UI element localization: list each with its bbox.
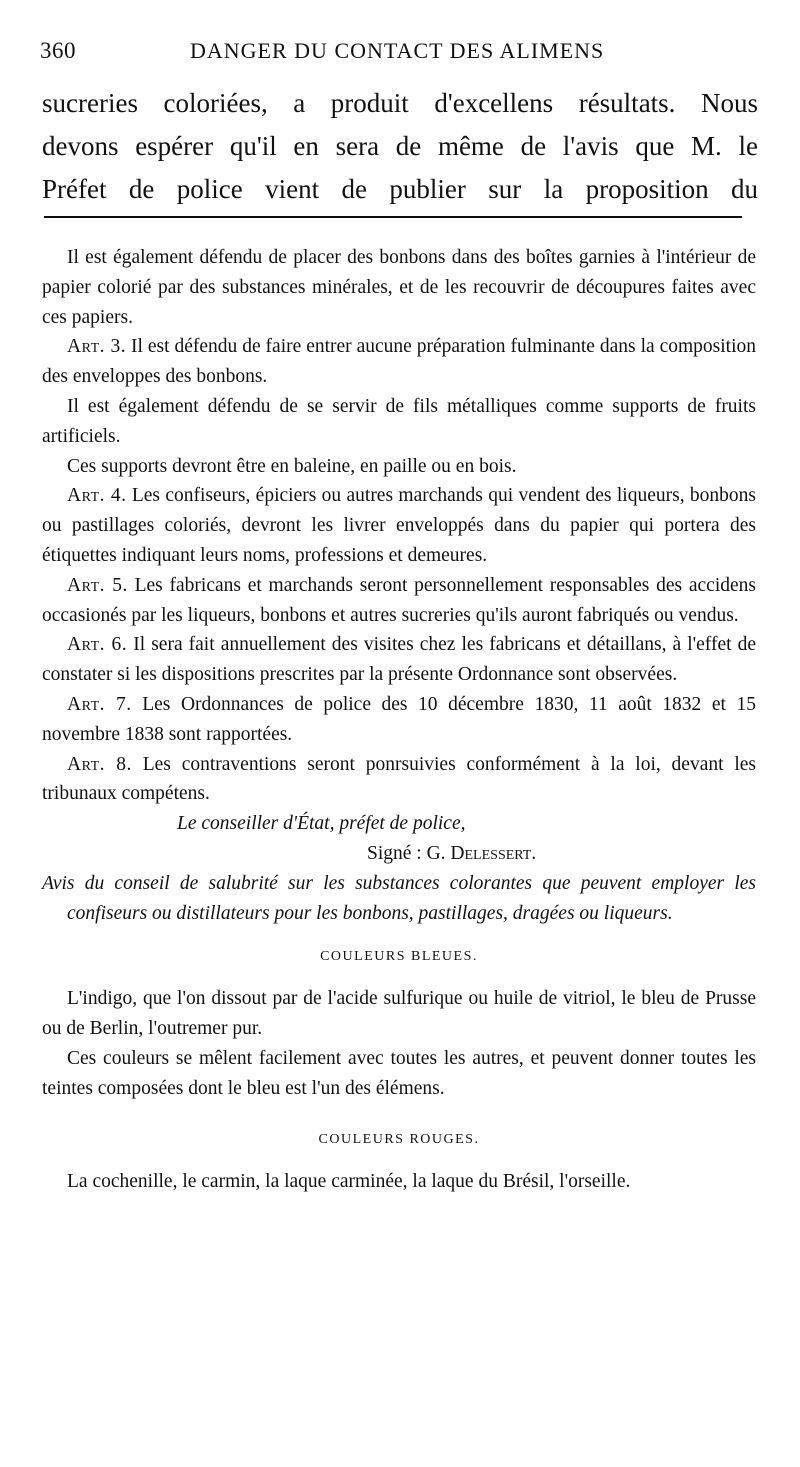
page-number: 360: [40, 38, 76, 63]
paragraph: Ces supports devront être en baleine, en paille ou en bois.: [67, 455, 517, 477]
intro-line: devons espérer qu'il en sera de même de l'avis que M. le: [42, 131, 758, 161]
article-text: Les contraventions seront ponrsuivies conformément à la loi, devant les tribunaux compétens.: [42, 753, 756, 805]
ordinance-body: [42, 243, 756, 1197]
article-label: Art. 7.: [67, 693, 132, 715]
signature-name: [42, 839, 756, 869]
running-title: DANGER DU CONTACT DES ALIMENS: [190, 38, 605, 63]
article-7: [42, 690, 756, 750]
paragraph: Il est également défendu de se servir de fils métalliques comme supports de fruits artificiels.: [42, 395, 756, 447]
article-label: Art. 8.: [67, 753, 132, 775]
footnote-divider: [44, 216, 742, 218]
article-text: Les confiseurs, épiciers ou autres marchands qui vendent des liqueurs, bonbons ou pastillages coloriés, devront les livrer enveloppés dans du papier qui portera des étiquettes indiquant leurs noms, professions et demeures.: [42, 485, 756, 566]
intro-line: Préfet de police vient de publier sur la proposition du: [42, 174, 758, 204]
article-label: Art. 6.: [67, 634, 128, 656]
article-label: Art. 5.: [67, 574, 128, 596]
signature-title: Le conseiller d'État, préfet de police,: [177, 813, 466, 835]
article-text: Il est défendu de faire entrer aucune préparation fulminante dans la composition des enveloppes des bonbons.: [42, 336, 756, 388]
intro-text: [42, 82, 758, 211]
section-heading-blue: COULEURS BLEUES.: [320, 949, 478, 965]
paragraph: Il est également défendu de placer des bonbons dans des boîtes garnies à l'intérieur de papier colorié par des substances minérales, et de les recouvrir de découpures faites avec ces papiers.: [42, 247, 756, 328]
article-label: Art. 3.: [67, 336, 127, 358]
article-text: Il sera fait annuellement des visites chez les fabricans et détaillans, à l'effet de constater si les dispositions prescrites par la présente Ordonnance sont observées.: [42, 634, 756, 686]
signed-prefix: Signé : G.: [367, 842, 451, 864]
paragraph: Ces couleurs se mêlent facilement avec toutes les autres, et peuvent donner toutes les teintes composées dont le bleu est l'un des élémens.: [42, 1047, 756, 1099]
page-header: [40, 38, 760, 70]
article-3: [42, 332, 756, 392]
paragraph: L'indigo, que l'on dissout par de l'acide sulfurique ou huile de vitriol, le bleu de Prusse ou de Berlin, l'outremer pur.: [42, 988, 756, 1039]
signatory: Delessert.: [450, 842, 537, 864]
article-6: [42, 630, 756, 690]
paragraph: La cochenille, le carmin, la laque carminée, la laque du Brésil, l'orseille.: [67, 1171, 631, 1193]
article-text: Les Ordonnances de police des 10 décembre 1830, 11 août 1832 et 15 novembre 1838 sont rapportées.: [42, 693, 756, 745]
intro-line: sucreries coloriées, a produit d'excellens résultats. Nous: [42, 88, 758, 118]
article-5: [42, 571, 756, 631]
article-label: Art. 4.: [67, 485, 127, 507]
article-text: Les fabricans et marchands seront personnellement responsables des accidens occasionés par les liqueurs, bonbons et autres sucreries qu'ils auront fabriqués ou vendus.: [42, 574, 756, 626]
article-4: [42, 481, 756, 570]
article-8: [42, 750, 756, 810]
avis-heading: Avis du conseil de salubrité sur les substances colorantes que peuvent employer les confiseurs ou distillateurs pour les bonbons, pastillages, dragées ou liqueurs.: [42, 872, 756, 924]
section-heading-red: COULEURS ROUGES.: [318, 1132, 480, 1148]
